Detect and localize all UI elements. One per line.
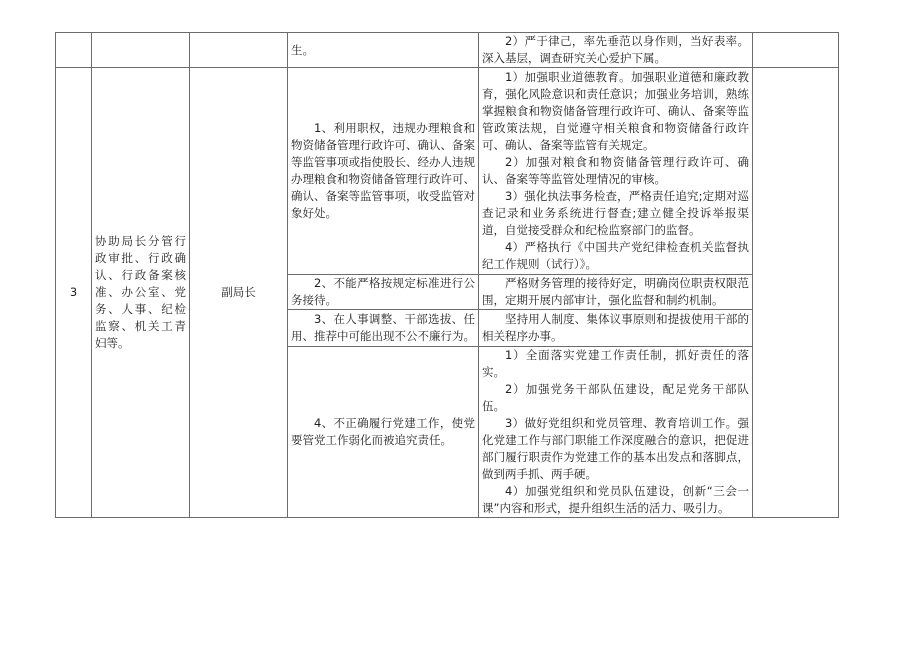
risk-text-1: 1、利用职权，违规办理粮食和物资储备管理行政许可、确认、备案等监管事项或指使股长、经办人违规办理粮食和物资储备管理行政许可、确认、备案等监管事项，收受监管对象好处。	[291, 121, 475, 220]
position-cell: 副局长	[190, 68, 288, 518]
row-number-cell: 3	[56, 68, 92, 518]
measure-paragraph: 2）加强对粮食和物资储备管理行政许可、确认、备案等等监管处理情况的审核。	[482, 155, 749, 186]
risk-text-4: 4、不正确履行党建工作，使党要管党工作弱化而被追究责任。	[291, 416, 475, 447]
risk-text-3: 3、在人事调整、干部选拔、任用、推荐中可能出现不公不廉行为。	[291, 312, 475, 343]
carryover-measure-cell	[479, 33, 753, 68]
remarks-cell	[753, 68, 839, 518]
carryover-remarks-cell	[753, 33, 839, 68]
risk-cell-4	[288, 347, 479, 518]
risk-cell-2	[288, 275, 479, 310]
measure-paragraph: 1）全面落实党建工作责任制，抓好责任的落实。	[482, 348, 749, 379]
carryover-risk-cell	[288, 33, 479, 68]
responsibility-table	[55, 32, 839, 518]
carryover-duties-cell	[92, 33, 190, 68]
measure-paragraph: 坚持用人制度、集体议事原则和提拔使用干部的相关程序办事。	[482, 312, 749, 343]
measure-paragraph: 严格财务管理的接待好定，明确岗位职责权限范围，定期开展内部审计，强化监督和制约机制。	[482, 276, 749, 307]
table-row	[56, 33, 839, 68]
measure-cell-1	[479, 68, 753, 275]
risk-carryover-text: 生。	[291, 42, 314, 57]
risk-cell-1	[288, 68, 479, 275]
duties-cell	[92, 68, 190, 518]
measure-cell-3	[479, 310, 753, 347]
measure-cell-2	[479, 275, 753, 310]
measure-paragraph: 3）做好党组织和党员管理、教育培训工作。强化党建工作与部门职能工作深度融合的意识，把促进部门履行职责作为党建工作的基本出发点和落脚点，做到两手抓、两手硬。	[482, 416, 749, 481]
measure-paragraph: 4）加强党组织和党员队伍建设，创新“三会一课”内容和形式，提升组织生活的活力、吸引力。	[482, 484, 749, 515]
measure-paragraph: 4）严格执行《中国共产党纪律检查机关监督执纪工作规则（试行）》。	[482, 240, 749, 271]
carryover-index-cell	[56, 33, 92, 68]
measure-paragraph: 3）强化执法事务检查，严格责任追究;定期对巡查记录和业务系统进行督查;建立健全投诉举报渠道，自觉接受群众和纪检监察部门的监督。	[482, 189, 749, 237]
measure-paragraph: 2）加强党务干部队伍建设，配足党务干部队伍。	[482, 382, 749, 413]
measure-carryover-text: 2）严于律己，率先垂范以身作则，当好表率。深入基层，调查研究关心爱护下属。	[482, 34, 749, 65]
carryover-position-cell	[190, 33, 288, 68]
table-row	[56, 68, 839, 275]
risk-cell-3	[288, 310, 479, 347]
measure-paragraph: 1）加强职业道德教育。加强职业道德和廉政教育，强化风险意识和责任意识；加强业务培训，熟练掌握粮食和物资储备管理行政许可、确认、备案等监管政策法规，自觉遵守相关粮食和物资储备行政许可、确认、备案等监管有关规定。	[482, 70, 749, 152]
duties-text: 协助局长分管行政审批、行政确认、行政备案核准、办公室、党务、人事、纪检监察、机关工青妇等。	[95, 234, 186, 350]
risk-text-2: 2、不能严格按规定标准进行公务接待。	[291, 276, 475, 307]
measure-cell-4	[479, 347, 753, 518]
